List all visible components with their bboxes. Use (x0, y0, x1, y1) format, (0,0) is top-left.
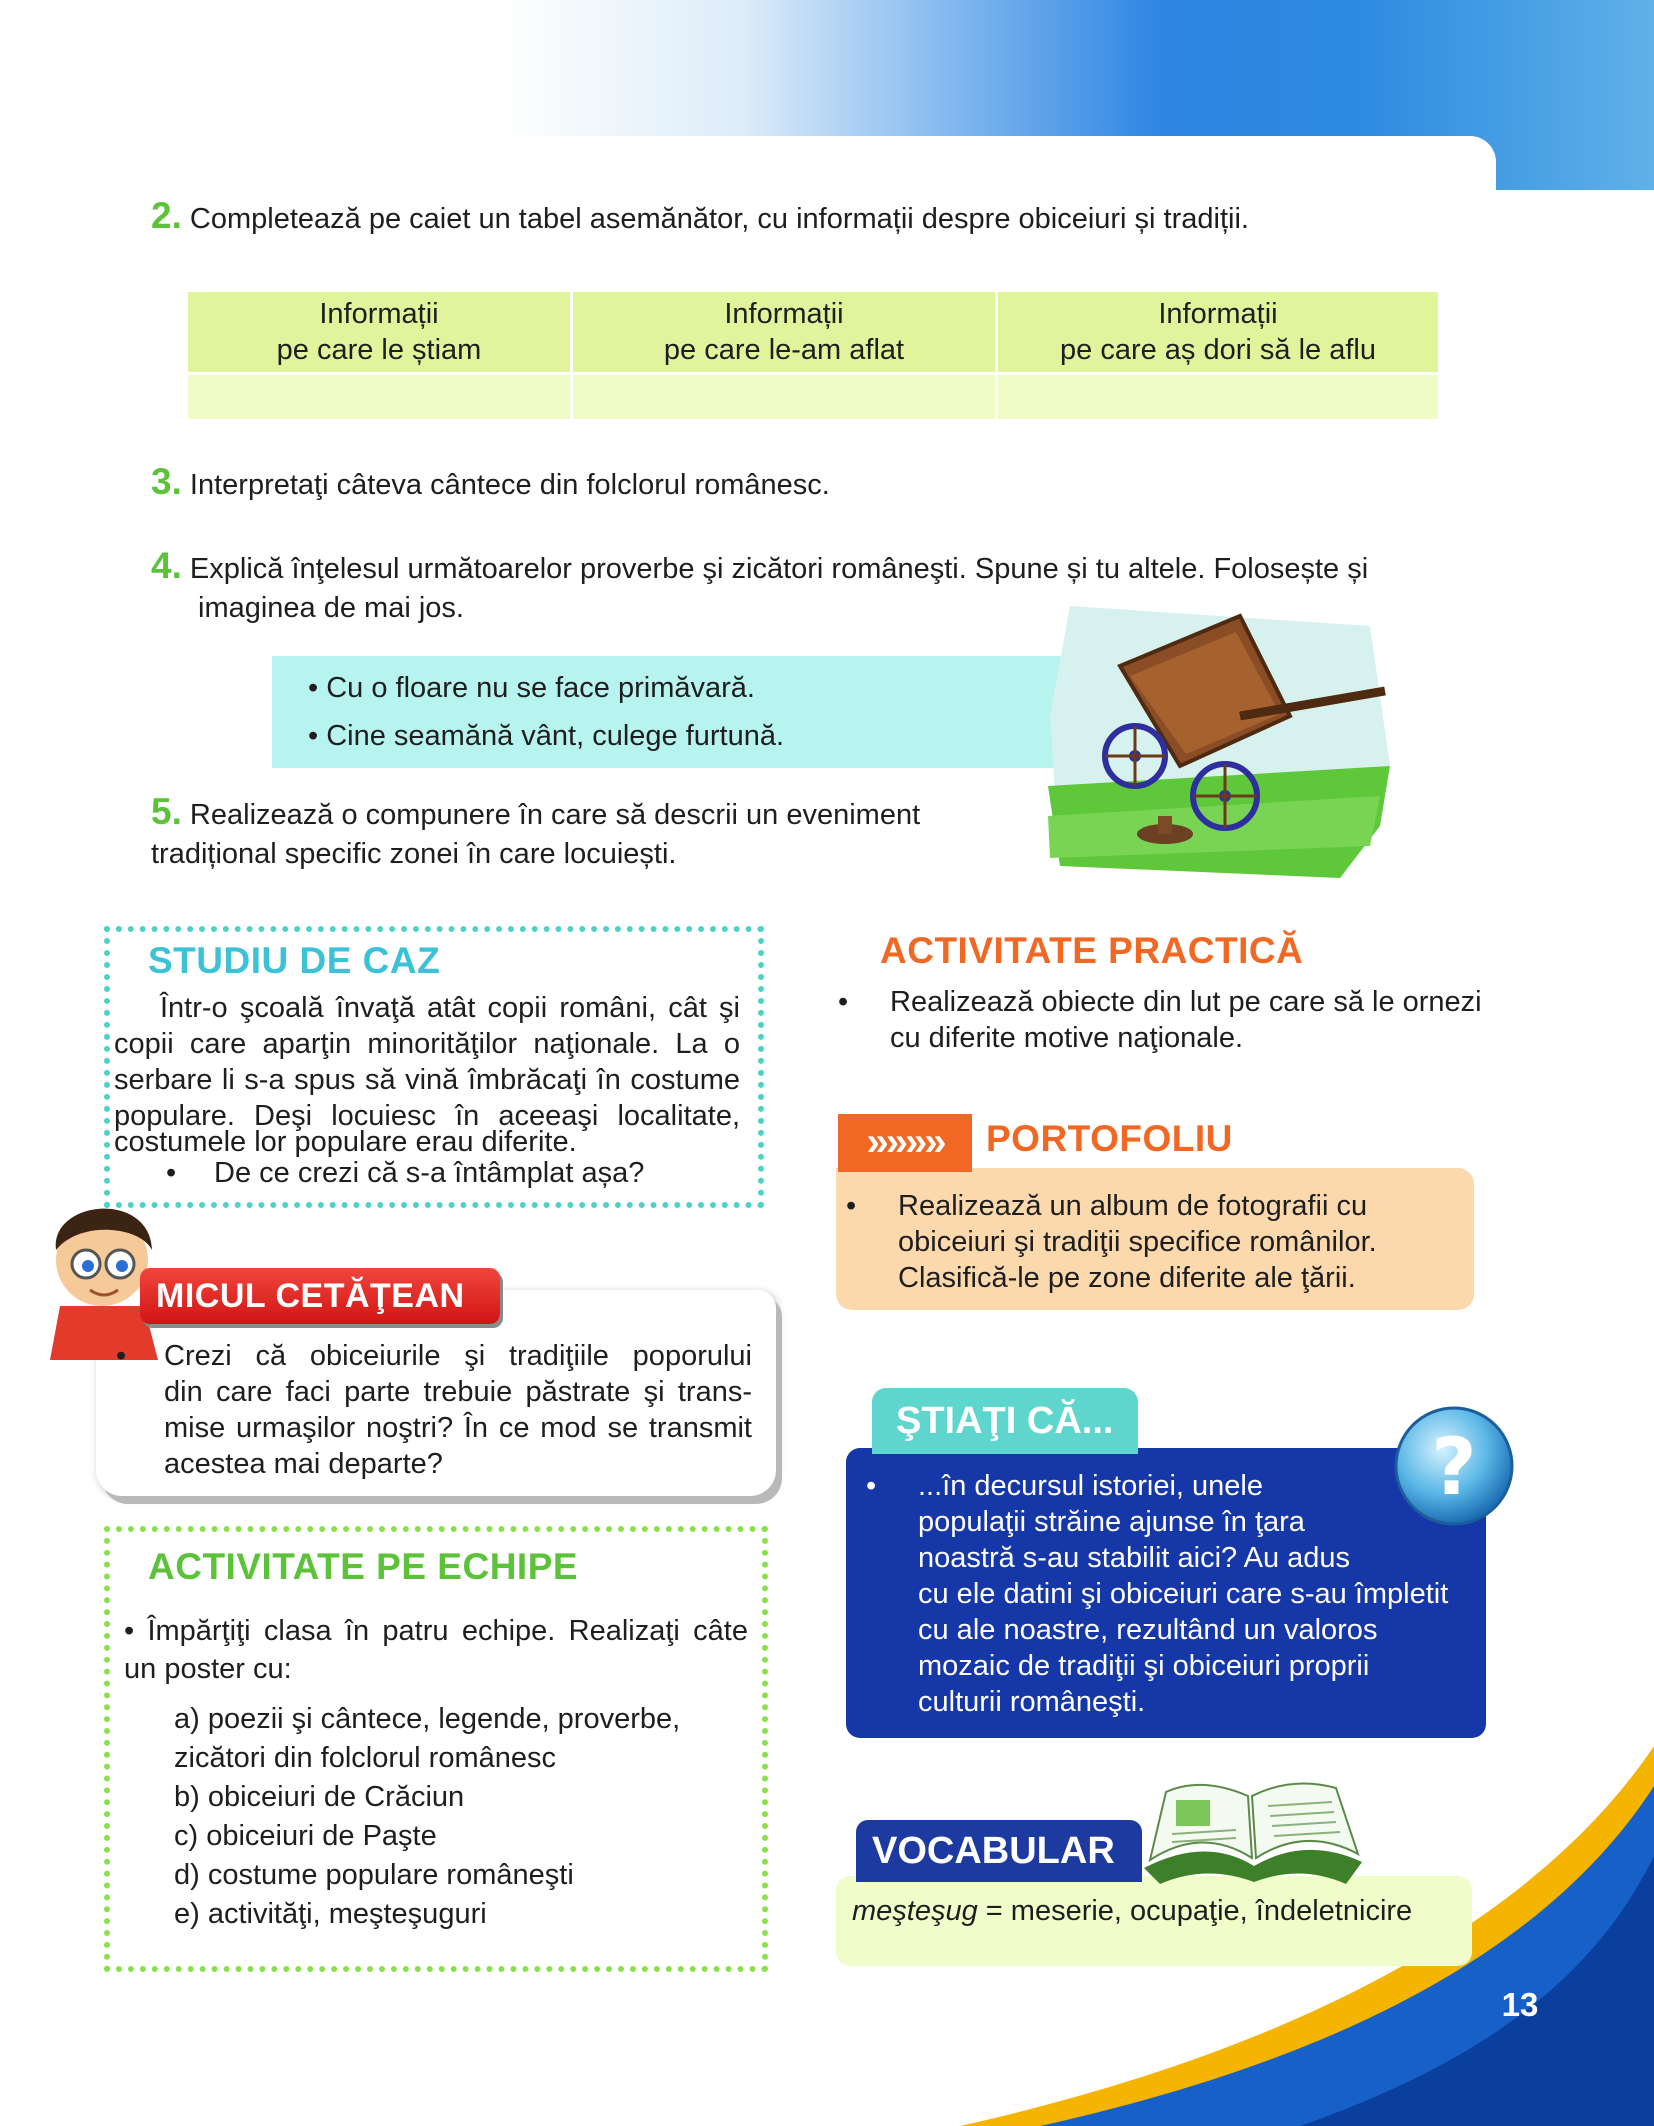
case-study-line: costumele lor populare erau diferite. (114, 1126, 577, 1158)
svg-text:?: ? (1431, 1423, 1477, 1513)
proverbs-box (272, 656, 1092, 768)
list-item: zicători din folclorul românesc (174, 1742, 556, 1774)
table-header-cell: Informații pe care le știam (188, 292, 570, 372)
exercise-text-line: imaginea de mai jos. (198, 592, 464, 624)
case-study-line: copii care aparţin minorităţilor naţionale. La o (114, 1028, 740, 1060)
case-study-line: serbare li s-a spus să vină îmbrăcaţi în costume (114, 1064, 740, 1096)
info-table (185, 289, 1441, 422)
team-activity-title: ACTIVITATE PE ECHIPE (148, 1546, 579, 1587)
case-study-line: Într-o şcoală învaţă atât copii români, cât şi (160, 992, 740, 1024)
practical-line: cu diferite motive naţionale. (890, 1022, 1244, 1054)
exercise-4 (151, 546, 1461, 589)
list-item: a) poezii şi cântece, legende, proverbe, (174, 1703, 681, 1735)
citizen-line: din care faci parte trebuie păstrate şi trans- (164, 1376, 752, 1408)
did-you-know-line: cu ele datini şi obiceiuri care s-au împletit (918, 1578, 1449, 1610)
proverb-item: • Cine seamănă vânt, culege furtună. (308, 720, 785, 752)
did-you-know-line: culturii româneşti. (918, 1686, 1146, 1718)
portfolio-arrows-icon: »»»» (838, 1114, 972, 1172)
did-you-know-title: ŞTIAŢI CĂ... (872, 1388, 1138, 1454)
table-cell (998, 375, 1438, 419)
practical-activity-text: • Realizează obiecte din lut pe care să le ornezi cu diferite motive naţionale. (838, 986, 1482, 1054)
did-you-know-line: populaţii străine ajunse în ţara (918, 1506, 1305, 1538)
did-you-know-line: noastră s-au stabilit aici? Au adus (918, 1542, 1351, 1574)
list-item: b) obiceiuri de Crăciun (174, 1781, 465, 1813)
exercise-number: 5. (151, 791, 182, 832)
list-item: c) obiceiuri de Paşte (174, 1820, 437, 1852)
case-study-question: • De ce crezi că s-a întâmplat așa? (166, 1157, 645, 1189)
vocabulary-definition: = meserie, ocupaţie, îndeletnicire (977, 1895, 1413, 1927)
table-cell (188, 375, 570, 419)
citizen-text: • Crezi că obiceiurile şi tradiţiile poporului din care faci parte trebuie păstrate şi trans- mise urmaşilor noştri? În ce mod se transmit acestea mai departe? (116, 1340, 752, 1480)
team-activity-list (174, 1700, 680, 1934)
list-item: e) activităţi, meşteşuguri (174, 1898, 487, 1930)
exercise-number: 2. (151, 195, 182, 236)
citizen-line: mise urmaşilor noştri? În ce mod se transmit (164, 1412, 752, 1444)
did-you-know-text: • ...în decursul istoriei, unele populaţii străine ajunse în ţara noastră s-au stabilit aici? Au adus cu ele datini şi obiceiuri care s-au împletit cu ale noastre, rezultând un valoros mozaic de tradiţii şi obiceiuri proprii culturii româneşti. (866, 1470, 1449, 1718)
exercise-3 (151, 462, 1451, 505)
did-you-know-line: cu ale noastre, rezultând un valoros (918, 1614, 1378, 1646)
page-number: 13 (1501, 1986, 1539, 2023)
wooden-cart-illustration (1040, 596, 1400, 878)
practical-activity-title: ACTIVITATE PRACTICĂ (880, 930, 1304, 971)
did-you-know-line: mozaic de tradiţii şi obiceiuri proprii (918, 1650, 1370, 1682)
citizen-title: MICUL CETĂŢEAN (140, 1268, 500, 1324)
practical-line: Realizează obiecte din lut pe care să le ornezi (890, 986, 1482, 1018)
exercise-2 (151, 196, 1451, 239)
team-activity-intro (124, 1612, 748, 1688)
table-cell (573, 375, 995, 419)
table-row (188, 375, 1438, 419)
exercise-number: 4. (151, 545, 182, 586)
vocabulary-term: meşteşug (852, 1895, 978, 1927)
list-item: d) costume populare româneşti (174, 1859, 574, 1891)
team-intro-line: un poster cu: (124, 1653, 292, 1685)
portfolio-line: obiceiuri şi tradiţii specifice românilor. (898, 1226, 1377, 1258)
vocabulary-entry (852, 1892, 1412, 1930)
proverb-item: • Cu o floare nu se face primăvară. (308, 672, 755, 704)
portfolio-text: • Realizează un album de fotografii cu obiceiuri şi tradiţii specifice românilor. Clasifică-le pe zone diferite ale ţării. (846, 1190, 1377, 1294)
did-you-know-line: ...în decursul istoriei, unele (918, 1470, 1263, 1502)
portfolio-title: PORTOFOLIU (986, 1118, 1233, 1159)
exercise-text: Interpretaţi câteva cântece din folclorul românesc. (189, 469, 830, 501)
vocabulary-title: VOCABULAR (856, 1820, 1142, 1882)
table-header-cell: Informații pe care le-am aflat (573, 292, 995, 372)
case-study-line: populare. Deşi locuiesc în aceeaşi localitate, (114, 1100, 740, 1132)
exercise-number: 3. (151, 461, 182, 502)
exercise-text-line: tradițional specific zonei în care locuiești. (151, 838, 677, 870)
exercise-text-line: Explică înţelesul următoarelor proverbe şi zicători româneşti. Spune și tu altele. Folosește și (189, 553, 1369, 585)
table-header-cell: Informații pe care aș dori să le aflu (998, 292, 1438, 372)
open-book-icon (1136, 1776, 1366, 1888)
citizen-line: Crezi că obiceiurile şi tradiţiile poporului (164, 1340, 752, 1372)
table-header-row (188, 292, 1438, 372)
case-study-title: STUDIU DE CAZ (148, 940, 441, 981)
exercise-text: Completează pe caiet un tabel asemănător, cu informații despre obiceiuri și tradiții. (189, 203, 1249, 235)
team-intro-line: • Împărţiţi clasa în patru echipe. Realizaţi câte (124, 1615, 748, 1647)
portfolio-line: Realizează un album de fotografii cu (898, 1190, 1368, 1222)
case-study-text (114, 990, 740, 1134)
exercise-text-line: Realizează o compunere în care să descrii un eveniment (189, 799, 921, 831)
portfolio-line: Clasifică-le pe zone diferite ale ţării. (898, 1262, 1356, 1294)
citizen-line: acestea mai departe? (164, 1448, 443, 1480)
exercise-5 (151, 792, 971, 835)
